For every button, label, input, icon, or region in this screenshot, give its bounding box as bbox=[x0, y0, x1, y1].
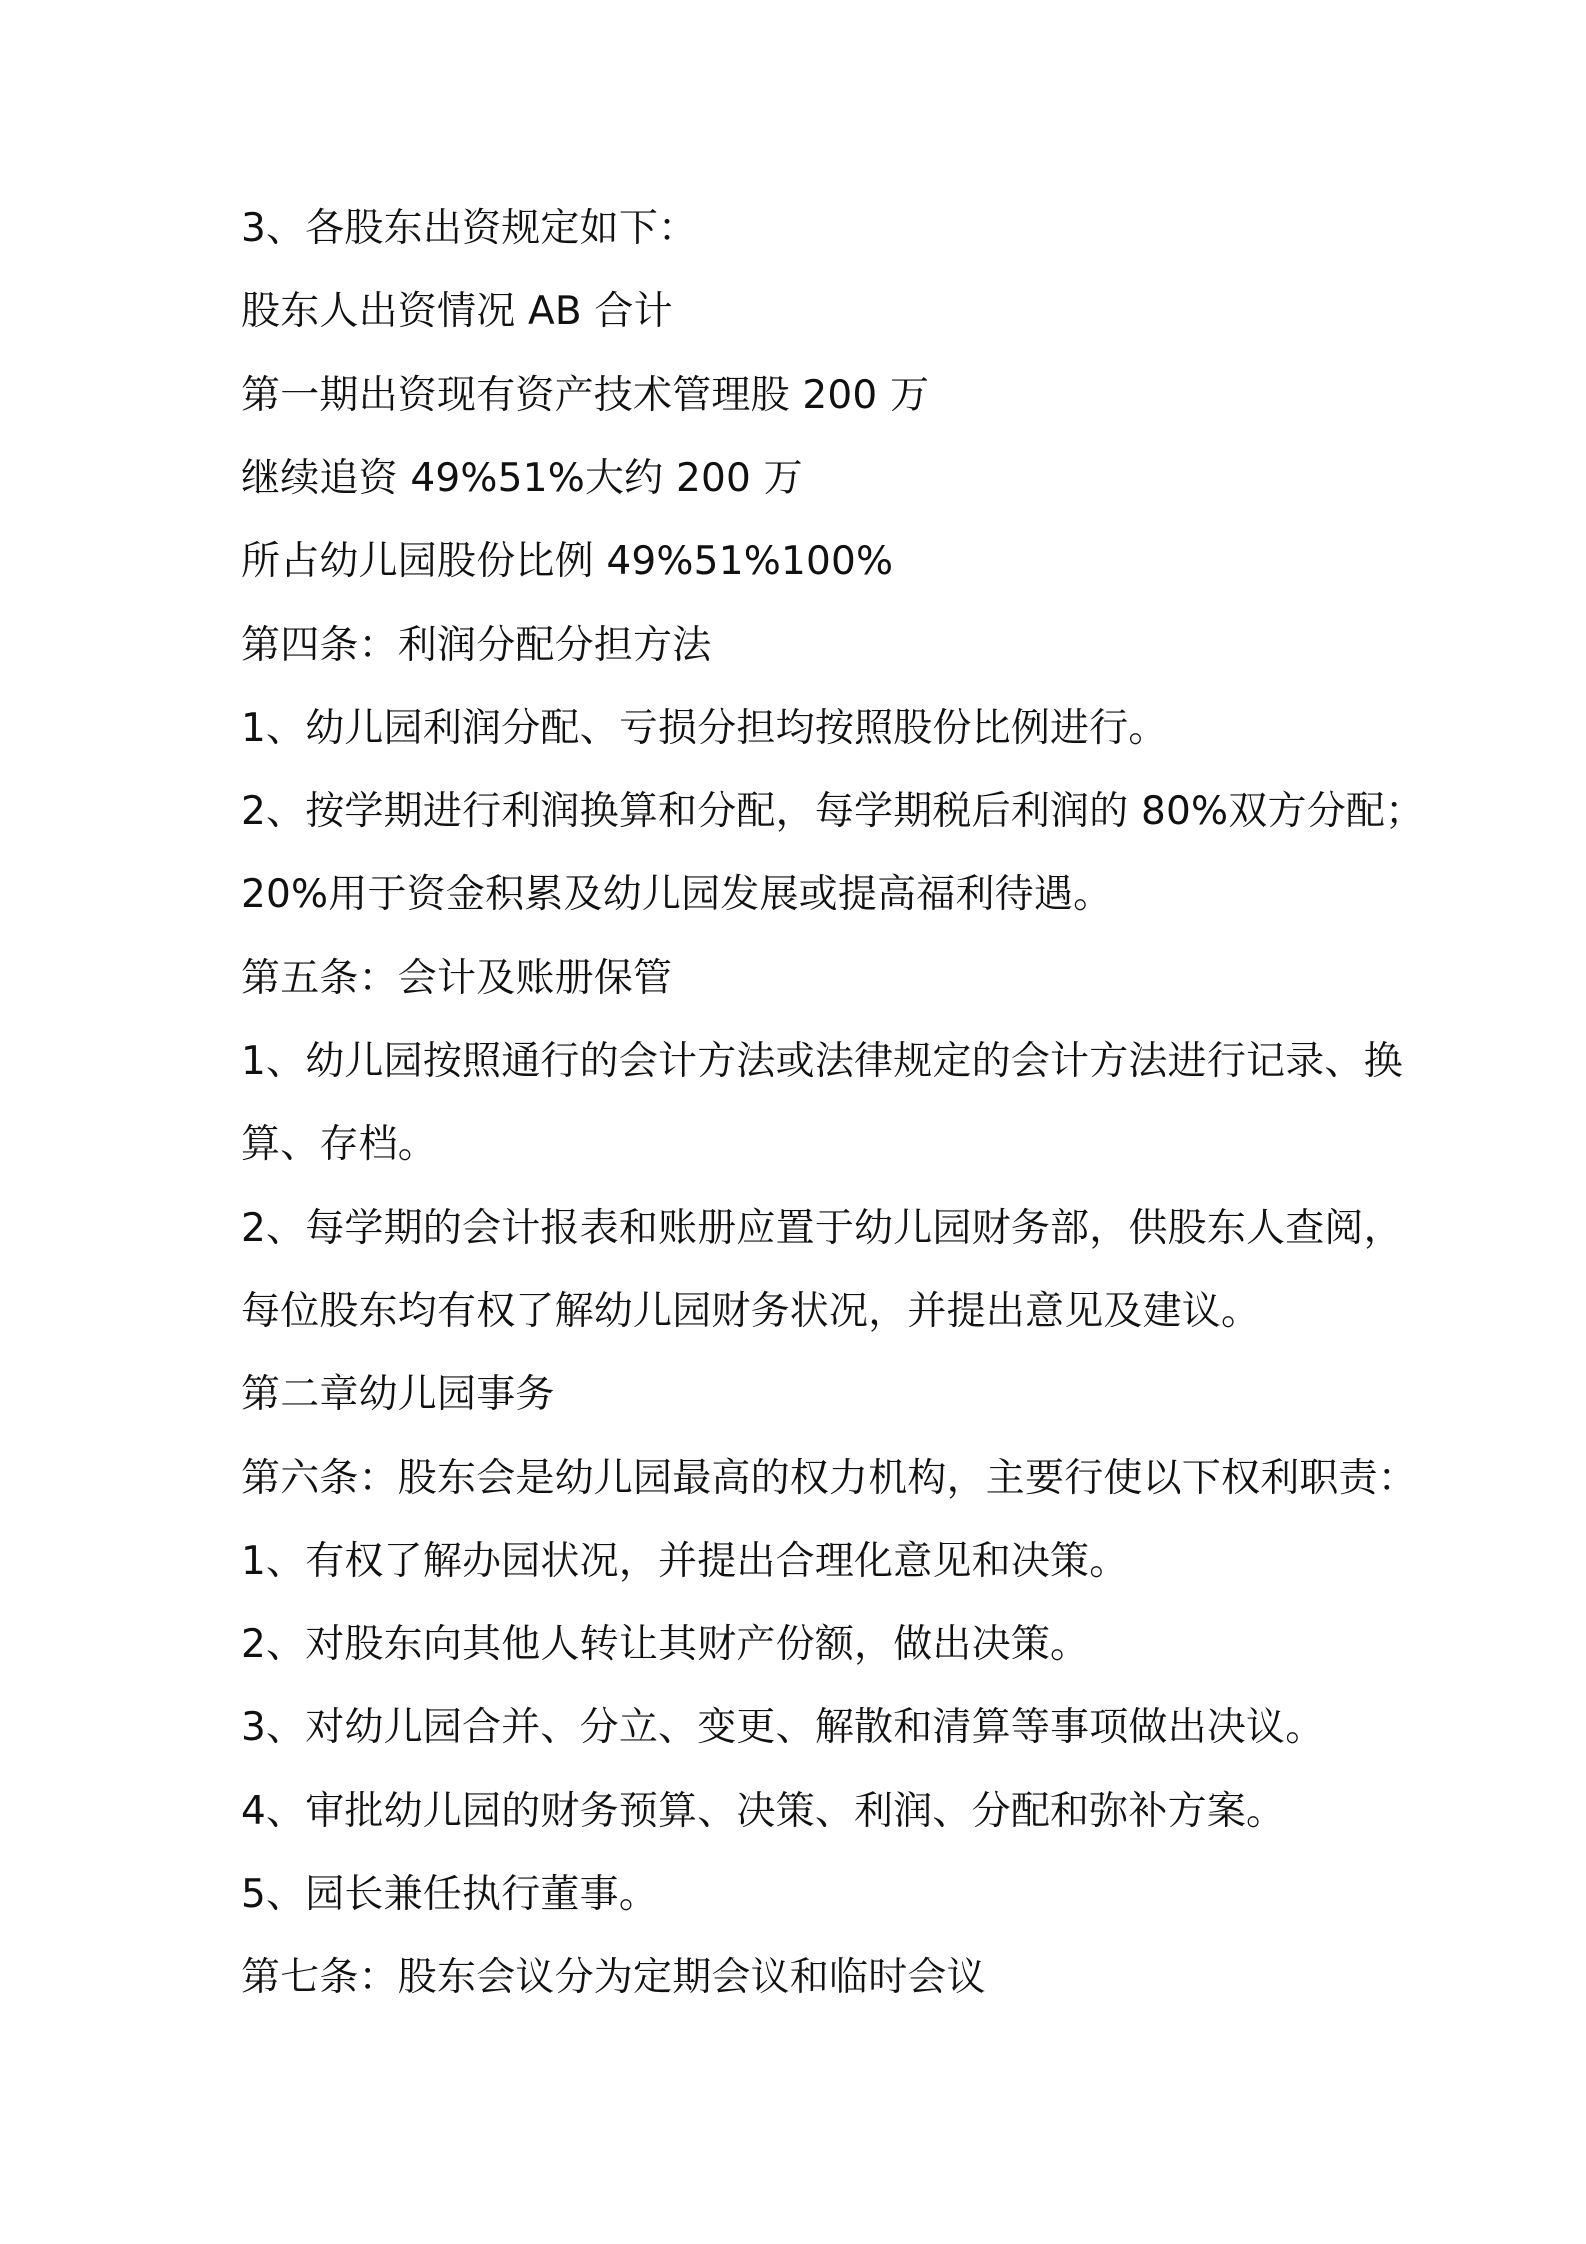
text-line: 继续追资 49%51%大约 200 万 bbox=[241, 456, 803, 501]
text-line: 1、有权了解办园状况，并提出合理化意见和决策。 bbox=[241, 1539, 1129, 1584]
section-heading: 第四条：利润分配分担方法 bbox=[241, 623, 712, 668]
text-line: 每位股东均有权了解幼儿园财务状况，并提出意见及建议。 bbox=[241, 1289, 1261, 1334]
text-line: 第一期出资现有资产技术管理股 200 万 bbox=[241, 373, 930, 418]
text-line: 算、存档。 bbox=[241, 1122, 438, 1167]
text-line: 5、园长兼任执行董事。 bbox=[241, 1872, 659, 1917]
text-line: 20%用于资金积累及幼儿园发展或提高福利待遇。 bbox=[241, 872, 1113, 917]
section-heading: 第七条：股东会议分为定期会议和临时会议 bbox=[241, 1955, 986, 2000]
text-line: 2、每学期的会计报表和账册应置于幼儿园财务部，供股东人查阅， bbox=[241, 1206, 1403, 1251]
text-line: 股东人出资情况 AB 合计 bbox=[241, 289, 673, 334]
text-line: 2、按学期进行利润换算和分配，每学期税后利润的 80%双方分配； bbox=[241, 789, 1425, 834]
section-heading: 第五条：会计及账册保管 bbox=[241, 956, 673, 1001]
text-line: 3、各股东出资规定如下： bbox=[241, 206, 698, 251]
text-line: 所占幼儿园股份比例 49%51%100% bbox=[241, 539, 894, 584]
text-line: 1、幼儿园利润分配、亏损分担均按照股份比例进行。 bbox=[241, 706, 1168, 751]
text-line: 1、幼儿园按照通行的会计方法或法律规定的会计方法进行记录、换 bbox=[241, 1039, 1403, 1084]
text-line: 2、对股东向其他人转让其财产份额，做出决策。 bbox=[241, 1622, 1090, 1667]
section-heading: 第六条：股东会是幼儿园最高的权力机构，主要行使以下权利职责： bbox=[241, 1456, 1418, 1501]
text-line: 3、对幼儿园合并、分立、变更、解散和清算等事项做出决议。 bbox=[241, 1705, 1325, 1750]
chapter-heading: 第二章幼儿园事务 bbox=[241, 1372, 555, 1417]
text-line: 4、审批幼儿园的财务预算、决策、利润、分配和弥补方案。 bbox=[241, 1789, 1286, 1834]
